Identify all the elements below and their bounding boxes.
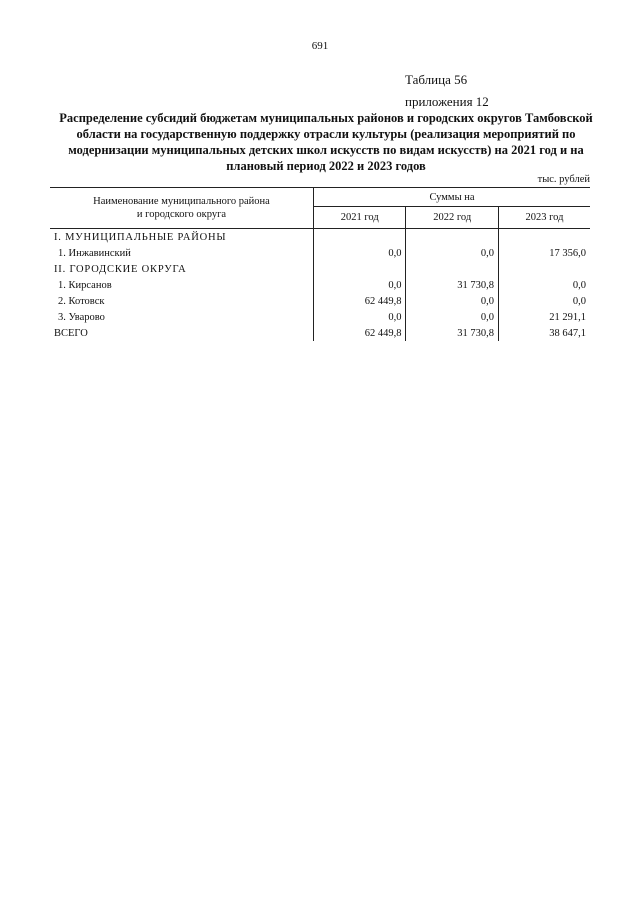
table-number: Таблица 56 bbox=[405, 72, 468, 87]
section-row bbox=[50, 229, 590, 246]
row-value-2022: 0,0 bbox=[406, 245, 498, 261]
row-value-2021: 62 449,8 bbox=[314, 293, 406, 309]
row-value-2023: 17 356,0 bbox=[549, 247, 586, 259]
header-sums: Суммы на bbox=[314, 188, 591, 207]
row-value-2022: 0,0 bbox=[406, 309, 498, 325]
total-value-2021: 62 449,8 bbox=[314, 325, 406, 341]
total-row bbox=[50, 325, 590, 341]
header-name-column bbox=[50, 188, 314, 229]
header-name-line2: и городского округа bbox=[136, 209, 227, 220]
header-year-2023: 2023 год bbox=[498, 207, 590, 229]
row-name: 1. Кирсанов bbox=[50, 277, 314, 293]
units-label: тыс. рублей bbox=[537, 174, 590, 185]
row-value-2022: 31 730,8 bbox=[406, 277, 498, 293]
header-name-line1: Наименование муниципального района bbox=[93, 196, 270, 207]
document-title: Распределение субсидий бюджетам муниципальных районов и городских округов Тамбовской области на государственную поддержку отрасли культуры (реализация мероприятий по модернизации муниципальных детских школ искусств по видам искусств) на 2021 год и на плановый период 2022 и 2023 годов bbox=[59, 111, 593, 173]
section-row bbox=[50, 261, 590, 277]
page-number: 691 bbox=[311, 40, 329, 52]
section-title: I. МУНИЦИПАЛЬНЫЕ РАЙОНЫ bbox=[50, 229, 314, 246]
row-name: 1. Инжавинский bbox=[50, 245, 314, 261]
total-value-2022: 31 730,8 bbox=[406, 325, 498, 341]
subsidy-table bbox=[50, 187, 590, 341]
row-value-2021: 0,0 bbox=[314, 309, 406, 325]
table-row bbox=[50, 277, 590, 293]
total-value-2023: 38 647,1 bbox=[549, 327, 586, 339]
header-year-2021: 2021 год bbox=[314, 207, 406, 229]
row-value-2023: 21 291,1 bbox=[549, 311, 586, 323]
row-value-2022: 0,0 bbox=[406, 293, 498, 309]
table-row bbox=[50, 309, 590, 325]
total-label: ВСЕГО bbox=[50, 325, 314, 341]
appendix-label: приложения 12 bbox=[405, 94, 489, 109]
table-row bbox=[50, 245, 590, 261]
row-value-2021: 0,0 bbox=[314, 277, 406, 293]
row-value-2021: 0,0 bbox=[314, 245, 406, 261]
section-title: II. ГОРОДСКИЕ ОКРУГА bbox=[50, 261, 314, 277]
row-name: 3. Уварово bbox=[50, 309, 314, 325]
header-year-2022: 2022 год bbox=[406, 207, 498, 229]
row-name: 2. Котовск bbox=[50, 293, 314, 309]
row-value-2023: 0,0 bbox=[572, 295, 586, 307]
row-value-2023: 0,0 bbox=[572, 279, 586, 291]
table-row bbox=[50, 293, 590, 309]
